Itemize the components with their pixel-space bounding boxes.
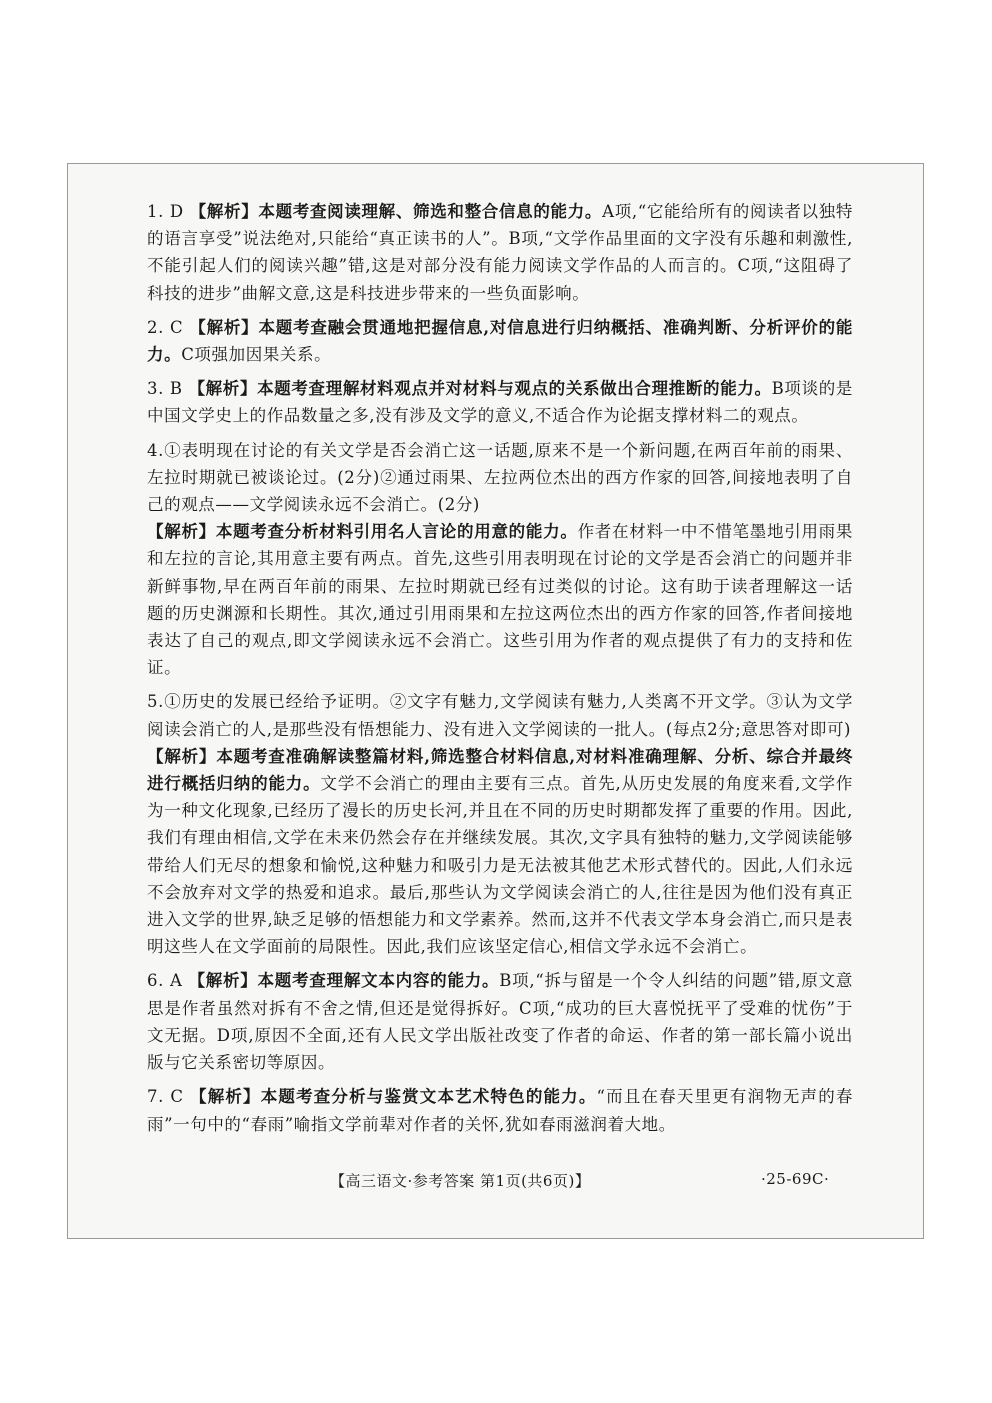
answer-item-6 [147,967,853,1076]
answer-number: 5. [147,692,164,712]
analysis-tag: 【解析】 [190,1087,261,1107]
analysis-body: A项,“它能给所有的阅读者以独特的语言享受”说法绝对,只能给“真正读书的人”。B项,“文学作品里面的文字没有乐趣和刺激性,不能引起人们的阅读兴趣”错,这是对部分没有能力阅读文学作品的人而言的。C项,“这阻碍了科技的进步”曲解文意,这是科技进步带来的一些负面影响。 [147,202,853,303]
analysis-tag: 【解析】 [189,202,259,221]
page-footer [68,1170,925,1200]
answer-number: 1. D [147,202,184,221]
analysis-lead: 本题考查阅读理解、筛选和整合信息的能力。 [258,202,603,221]
answer-number: 6. A [147,971,183,991]
analysis-tag: 【解析】 [188,379,258,399]
answer-points: ①表明现在讨论的有关文学是否会消亡这一话题,原来不是一个新问题,在两百年前的雨果、左拉时期就已被谈论过。(2分)②通过雨果、左拉两位杰出的西方作家的回答,间接地表明了自己的观点——文学阅读永远不会消亡。(2分) [147,440,853,515]
analysis-body: 作者在材料一中不惜笔墨地引用雨果和左拉的言论,其用意主要有两点。首先,这些引用表明现在讨论的文学是否会消亡的问题并非新鲜事物,早在两百年前的雨果、左拉时期就已经有过类似的讨论。这有助于读者理解这一话题的历史渊源和长期性。其次,通过引用雨果和左拉这两位杰出的西方作家的回答,作者间接地表达了自己的观点,即文学阅读永远不会消亡。这些引用为作者的观点提供了有力的支持和佐证。 [147,522,853,678]
analysis-block [147,743,853,961]
answer-text [147,437,853,519]
analysis-lead: 本题考查理解文本内容的能力。 [257,971,500,991]
answer-number: 4. [147,440,164,460]
analysis-body: 文学不会消亡的理由主要有三点。首先,从历史发展的角度来看,文学作为一种文化现象,已经历了漫长的历史长河,并且在不同的历史时期都发挥了重要的作用。因此,我们有理由相信,文学在未来仍然会存在并继续发展。其次,文字具有独特的魅力,文学阅读能够带给人们无尽的想象和愉悦,这种魅力和吸引力是无法被其他艺术形式替代的。因此,人们永远不会放弃对文学的热爱和追求。最后,那些认为文学阅读会消亡的人,往往是因为他们没有真正进入文学的世界,缺乏足够的悟想能力和文学素养。然而,这并不代表文学本身会消亡,而只是表明这些人在文学面前的局限性。因此,我们应该坚定信心,相信文学永远不会消亡。 [147,774,853,957]
answer-number: 3. B [147,379,183,399]
analysis-tag: 【解析】 [189,317,259,337]
footer-page-info: 【高三语文·参考答案 第1页(共6页)】 [330,1172,591,1190]
analysis-tag: 【解析】 [147,522,216,542]
analysis-body: B项谈的是中国文学史上的作品数量之多,没有涉及文学的意义,不适合作为论据支撑材料二的观点。 [147,379,853,426]
analysis-lead: 本题考查融会贯通地把握信息,对信息进行归纳概括、准确判断、分析评价的能力。 [147,317,853,365]
answer-item-7 [147,1083,853,1137]
analysis-lead: 本题考查理解材料观点并对材料与观点的关系做出合理推断的能力。 [257,379,772,399]
analysis-body: C项强加因果关系。 [181,345,332,365]
answer-content [147,198,853,1145]
answer-item-5 [147,688,853,960]
analysis-lead: 本题考查分析与鉴赏文本艺术特色的能力。 [260,1087,597,1107]
analysis-block [147,518,853,681]
analysis-lead: 本题考查准确解读整篇材料,筛选整合材料信息,对材料准确理解、分析、综合并最终进行概括归纳的能力。 [147,746,853,794]
analysis-tag: 【解析】 [147,746,217,766]
analysis-lead: 本题考查分析材料引用名人言论的用意的能力。 [215,522,578,542]
answer-number: 7. C [147,1087,184,1107]
answer-text [147,688,853,742]
answer-number: 2. C [147,317,184,337]
analysis-body: B项,“拆与留是一个令人纠结的问题”错,原文意思是作者虽然对拆有不舍之情,但还是觉得拆好。C项,“成功的巨大喜悦抚平了受难的忧伤”于文无据。D项,原因不全面,还有人民文学出版社改变了作者的命运、作者的第一部长篇小说出版与它关系密切等原因。 [147,971,853,1073]
answer-item-1 [147,198,853,307]
answer-points: ①历史的发展已经给予证明。②文字有魅力,文学阅读有魅力,人类离不开文学。③认为文学阅读会消亡的人,是那些没有悟想能力、没有进入文学阅读的一批人。(每点2分;意思答对即可) [147,692,853,739]
answer-item-2 [147,314,853,368]
answer-item-3 [147,375,853,429]
answer-sheet [67,163,924,1239]
answer-item-4 [147,437,853,682]
analysis-tag: 【解析】 [188,971,258,991]
analysis-body: “而且在春天里更有润物无声的春雨”一句中的“春雨”喻指文学前辈对作者的关怀,犹如春雨滋润着大地。 [147,1087,853,1134]
footer-code: ·25-69C· [761,1170,830,1188]
